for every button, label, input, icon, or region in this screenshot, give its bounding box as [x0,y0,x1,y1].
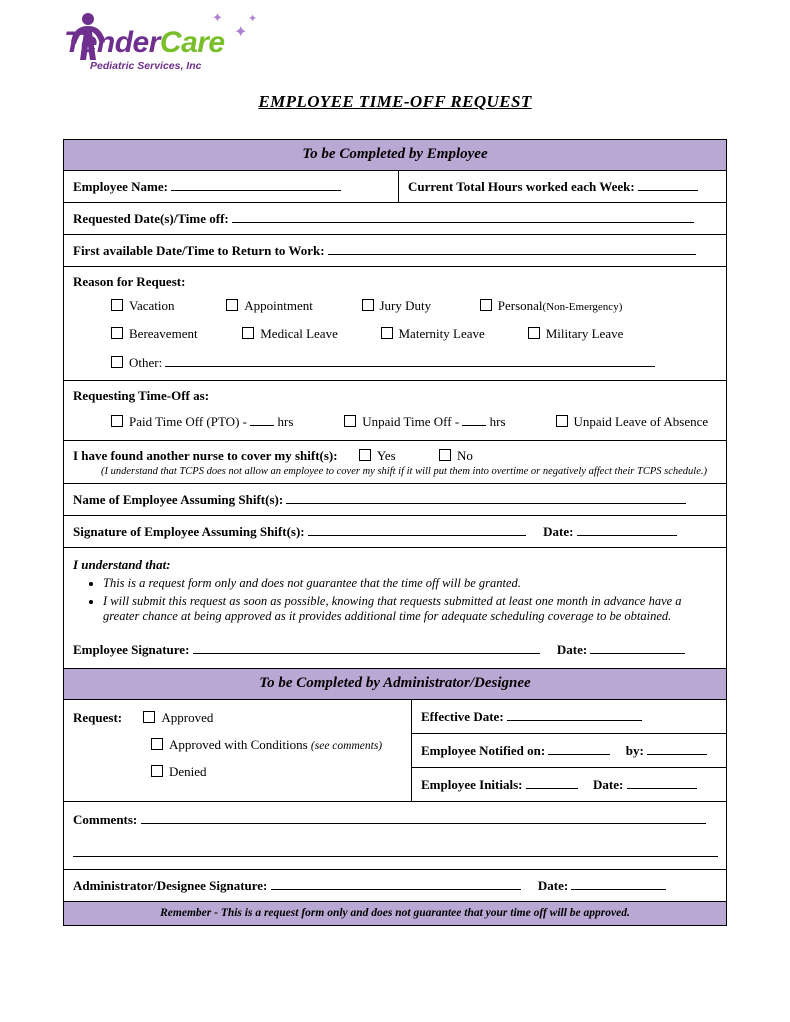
logo-wordmark [64,26,225,60]
checkbox-icon[interactable] [362,299,374,311]
checkbox-icon[interactable] [151,765,163,777]
assuming-signature-date-label: Date: [543,524,574,539]
reason-option-medical-leave[interactable] [242,326,377,342]
logo-subtitle: Pediatric Services, Inc [90,60,202,72]
requested-dates-row [64,203,726,235]
decision-option-approved-conditions[interactable] [151,737,382,753]
footer-reminder: Remember - This is a request form only and does not guarantee that your time off will be approved. [64,902,726,925]
star-icon: ✦ [212,10,223,25]
reason-option-label: Military Leave [545,326,624,341]
requesting-type-row [64,381,726,441]
comments-input-line-1[interactable] [141,811,706,824]
assuming-name-label: Name of Employee Assuming Shift(s): [73,492,284,507]
type-option-label: Unpaid Time Off - [362,414,463,429]
notified-date-input[interactable] [548,742,610,755]
list-item: • I will submit this request as soon as possible, knowing that requests submitted at least one month in advance have a greater chance at being approved as it provides additional time for adequate scheduling coverage to be obtained. [103,594,718,625]
type-option-label: Paid Time Off (PTO) - [129,414,251,429]
pto-hours-input[interactable] [250,413,274,426]
notified-by-input[interactable] [647,742,707,755]
employee-name-label: Employee Name: [73,179,168,194]
return-date-input[interactable] [328,242,696,255]
requesting-type-label: Requesting Time-Off as: [73,388,210,403]
reason-option-military-leave[interactable] [528,326,624,342]
reason-option-appointment[interactable] [226,298,358,314]
hours-cell [399,171,726,202]
checkbox-icon[interactable] [111,299,123,311]
comments-input-line-2[interactable] [73,844,718,857]
reason-other-input[interactable] [165,354,655,367]
reason-option-other-row [73,354,718,371]
reason-option-label: Maternity Leave [398,326,485,341]
page-title: EMPLOYEE TIME-OFF REQUEST [258,92,532,111]
checkbox-icon[interactable] [480,299,492,311]
reason-option-label: Jury Duty [379,298,432,313]
initials-date-label: Date: [592,776,624,792]
reason-option-jury-duty[interactable] [362,298,477,314]
reason-option-other[interactable] [111,355,162,371]
request-label: Request: [73,709,123,725]
return-date-label: First available Date/Time to Return to Work: [73,243,325,258]
checkbox-icon[interactable] [226,299,238,311]
admin-section-header: To be Completed by Administrator/Designee [64,669,726,700]
decision-denied-line [73,764,403,780]
logo-word-tender: Tender [64,26,160,59]
employee-name-cell [64,171,399,202]
employee-signature-input[interactable] [193,641,540,654]
initials-input[interactable] [526,776,578,789]
initials-label: Employee Initials: [421,776,523,792]
assuming-signature-row [64,516,726,548]
checkbox-icon[interactable] [151,738,163,750]
employee-signature-line [73,641,718,658]
requesting-type-options [73,413,718,430]
employee-signature-date-label: Date: [556,641,588,657]
assuming-signature-input[interactable] [308,523,526,536]
understand-list [73,576,718,625]
reason-option-label: Other: [129,355,163,370]
decision-option-approved[interactable] [143,710,213,726]
type-option-label: Unpaid Leave of Absence [573,414,709,429]
checkbox-icon[interactable] [111,327,123,339]
decision-approved-line [73,710,403,726]
admin-signature-label: Administrator/Designee Signature: [73,877,268,893]
admin-decision-row [64,700,726,802]
checkbox-icon[interactable] [111,415,123,427]
company-logo [62,10,282,78]
personal-note: (Non-Emergency) [542,301,623,313]
requested-dates-input[interactable] [232,210,694,223]
comments-row [64,802,726,870]
cover-option-no[interactable] [439,448,473,464]
type-option-loa[interactable] [556,414,709,430]
reason-option-label: Appointment [244,298,313,313]
comments-line-2-wrap [73,844,718,861]
request-decision-cell [64,700,412,801]
reason-row [64,267,726,381]
assuming-signature-label: Signature of Employee Assuming Shift(s): [73,524,305,539]
reason-option-bereavement[interactable] [111,326,239,342]
decision-option-denied[interactable] [151,764,207,780]
reason-label: Reason for Request: [73,274,186,289]
type-option-pto[interactable] [111,413,341,430]
return-date-row [64,235,726,267]
assuming-name-input[interactable] [286,491,686,504]
list-item: • This is a request form only and does not guarantee that the time off will be granted. [103,576,718,592]
decision-option-note: (see comments) [310,739,383,752]
employee-signature-date-input[interactable] [590,641,685,654]
reason-option-label: Medical Leave [260,326,338,341]
admin-dates-cell [412,700,726,801]
effective-date-input[interactable] [507,708,642,721]
type-option-label-suffix: hrs [486,414,506,429]
assuming-signature-date-input[interactable] [577,523,677,536]
cover-option-label: No [457,448,473,463]
effective-date-label: Effective Date: [421,708,504,724]
reason-option-label: Vacation [129,298,175,313]
decision-option-label: Denied [169,763,207,779]
hours-label: Current Total Hours worked each Week: [408,179,635,194]
reason-options-row-1 [73,298,718,314]
hours-input[interactable] [638,178,698,191]
admin-signature-date-input[interactable] [571,877,666,890]
assuming-name-row [64,484,726,516]
reason-option-maternity-leave[interactable] [381,326,525,342]
initials-row [412,768,726,801]
checkbox-icon[interactable] [556,415,568,427]
initials-date-input[interactable] [627,776,697,789]
checkbox-icon[interactable] [111,356,123,368]
type-option-unpaid[interactable] [344,413,552,430]
reason-option-vacation[interactable] [111,298,223,314]
cover-shift-label: I have found another nurse to cover my shift(s): [73,448,338,463]
star-icon: ✦ [248,13,258,25]
notified-label: Employee Notified on: [421,742,546,758]
admin-signature-date-label: Date: [537,877,569,893]
requested-dates-label: Requested Date(s)/Time off: [73,211,229,226]
checkbox-icon[interactable] [242,327,254,339]
reason-option-personal[interactable] [480,298,623,314]
checkbox-icon[interactable] [344,415,356,427]
checkbox-icon[interactable] [528,327,540,339]
effective-date-row [412,700,726,734]
decision-option-label: Approved [161,709,214,725]
notified-by-label: by: [625,742,644,758]
checkbox-icon[interactable] [143,711,155,723]
cover-shift-note: (I understand that TCPS does not allow an employee to cover my shift if it will put them into overtime or negatively affect their TCPS schedule.) [101,466,707,477]
checkbox-icon[interactable] [439,449,451,461]
checkbox-icon[interactable] [359,449,371,461]
admin-signature-input[interactable] [271,877,521,890]
employee-signature-label: Employee Signature: [73,641,190,657]
reason-options-row-2 [73,326,718,342]
cover-option-label: Yes [376,448,396,463]
star-icon: ✦ [234,24,248,41]
understand-label: I understand that: [73,557,171,572]
reason-option-label: Bereavement [129,326,198,341]
time-off-request-form [63,139,727,926]
cover-option-yes[interactable] [359,448,396,464]
unpaid-hours-input[interactable] [462,413,486,426]
decision-conditions-line [73,737,403,753]
cover-shift-question [73,448,718,464]
cover-shift-row [64,441,726,484]
checkbox-icon[interactable] [381,327,393,339]
name-hours-row [64,171,726,203]
employee-section-header: To be Completed by Employee [64,140,726,171]
comments-label: Comments: [73,811,138,827]
notified-row [412,734,726,768]
understand-row [64,548,726,669]
logo-word-care: Care [159,26,225,59]
employee-name-input[interactable] [171,178,341,191]
decision-option-label: Approved with Conditions [169,736,308,752]
type-option-label-suffix: hrs [274,414,294,429]
reason-option-label: Personal [497,298,543,313]
admin-signature-row [64,870,726,902]
